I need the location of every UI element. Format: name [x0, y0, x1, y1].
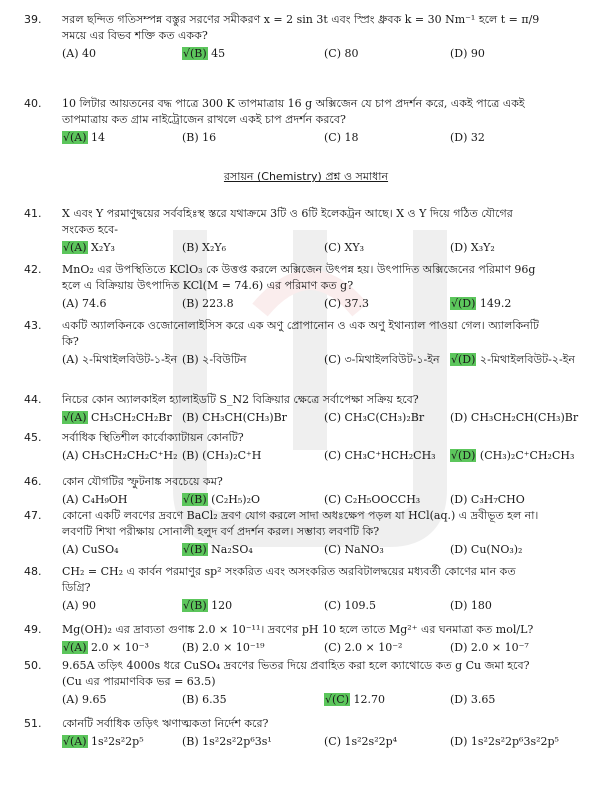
- answer-option[interactable]: [324, 542, 384, 558]
- answer-option[interactable]: [62, 46, 96, 62]
- question-number: 51.: [24, 717, 42, 730]
- option-text: 1s²2s²2p⁵: [87, 735, 144, 748]
- correct-answer-marker: √(D): [451, 449, 476, 462]
- section-heading: [0, 168, 612, 187]
- option-label: (C): [324, 411, 341, 424]
- answer-options: [62, 492, 590, 508]
- option-label: (C): [324, 449, 341, 462]
- question-item: [24, 392, 590, 426]
- question-number: 39.: [24, 13, 42, 26]
- answer-options: [62, 240, 590, 256]
- answer-option[interactable]: [182, 130, 216, 146]
- option-text: CH₃CH₂CH₂C⁺H₂: [78, 449, 178, 462]
- answer-option[interactable]: [324, 640, 402, 656]
- answer-option[interactable]: [62, 240, 115, 256]
- option-label: (A): [62, 297, 79, 310]
- answer-option[interactable]: [182, 296, 234, 312]
- question-stem-line: একটি অ্যালকিনকে ওজোনোলাইসিস করে এক অণু প্রোপানোন ও এক অণু ইথান্যাল পাওয়া গেল। অ্যালকিনটি: [62, 319, 539, 332]
- question-stem-line: সর্বাধিক স্থিতিশীল কার্বোক্যাটায়ন কোনটি?: [62, 431, 244, 444]
- question-number: 42.: [24, 263, 42, 276]
- question-stem: [62, 206, 590, 238]
- answer-option[interactable]: [182, 692, 227, 708]
- question-stem-line: সরল ছন্দিত গতিসম্পন্ন বস্তুর সরণের সমীকরণ x = 2 sin 3t এবং স্প্রিং ধ্রুবক k = 30 Nm⁻¹ হলে t = π/9: [62, 13, 540, 26]
- answer-option[interactable]: [62, 448, 178, 464]
- option-text: 2.0 × 10⁻¹⁹: [198, 641, 265, 654]
- option-text: 2.0 × 10⁻²: [341, 641, 403, 654]
- option-label: (C): [324, 297, 341, 310]
- option-text: X₂Y₃: [87, 241, 115, 254]
- option-text: 37.3: [341, 297, 369, 310]
- option-text: 3.65: [467, 693, 496, 706]
- option-text: 40: [78, 47, 97, 60]
- option-label: (A): [62, 693, 79, 706]
- answer-options: [62, 410, 590, 426]
- answer-option[interactable]: [450, 410, 578, 426]
- answer-option[interactable]: [324, 410, 424, 426]
- answer-option[interactable]: [324, 734, 397, 750]
- question-stem: [62, 430, 590, 446]
- answer-option[interactable]: [62, 296, 107, 312]
- question-stem-line: ডিগ্রি?: [62, 581, 91, 594]
- answer-option[interactable]: [324, 130, 359, 146]
- question-item: [24, 318, 590, 368]
- option-text: 1s²2s²2p⁴: [341, 735, 398, 748]
- correct-answer-marker: √(D): [451, 297, 476, 310]
- option-text: CH₃CH₂CH(CH₃)Br: [467, 411, 579, 424]
- answer-options: [62, 352, 590, 368]
- option-label: (C): [324, 599, 341, 612]
- option-label: (D): [450, 47, 468, 60]
- question-item: [24, 474, 590, 508]
- answer-options: [62, 448, 590, 464]
- option-text: 2.0 × 10⁻⁷: [467, 641, 529, 654]
- answer-option[interactable]: [450, 448, 574, 464]
- option-label: (B): [182, 411, 199, 424]
- option-label: (C): [324, 493, 341, 506]
- answer-option[interactable]: [450, 492, 525, 508]
- option-label: (A): [62, 599, 79, 612]
- option-text: CH₃C⁺HCH₂CH₃: [341, 449, 436, 462]
- question-stem: [62, 262, 590, 294]
- option-text: 74.6: [78, 297, 107, 310]
- question-item: [24, 564, 590, 614]
- question-number: 41.: [24, 207, 42, 220]
- answer-option[interactable]: [62, 598, 96, 614]
- option-text: (CH₃)₂C⁺H: [198, 449, 262, 462]
- answer-options: [62, 542, 590, 558]
- question-number: 48.: [24, 565, 42, 578]
- option-text: 109.5: [341, 599, 376, 612]
- answer-options: [62, 130, 590, 146]
- option-label: (D): [450, 735, 468, 748]
- question-item: [24, 658, 590, 708]
- option-text: X₂Y₆: [198, 241, 227, 254]
- option-text: 45: [207, 47, 226, 60]
- option-label: (D): [450, 599, 468, 612]
- question-stem: [62, 318, 590, 350]
- answer-option[interactable]: [324, 448, 436, 464]
- answer-option[interactable]: [324, 492, 420, 508]
- option-text: 1s²2s²2p⁶3s¹: [198, 735, 272, 748]
- answer-option[interactable]: [62, 352, 177, 368]
- question-stem: [62, 658, 590, 690]
- answer-option[interactable]: [324, 598, 376, 614]
- answer-options: [62, 46, 590, 62]
- correct-answer-marker: √(A): [63, 411, 87, 424]
- answer-option[interactable]: [62, 640, 149, 656]
- question-stem-line: Mg(OH)₂ এর দ্রাব্যতা গুণাঙ্ক 2.0 × 10⁻¹¹। দ্রবণের pH 10 হলে তাতে Mg²⁺ এর ঘনমাত্রা কত mol/L?: [62, 623, 534, 636]
- answer-option[interactable]: [182, 448, 261, 464]
- answer-option[interactable]: [450, 46, 485, 62]
- option-label: (B): [182, 449, 199, 462]
- section-title: রসায়ন (Chemistry) প্রশ্ন ও সমাধান: [223, 170, 389, 183]
- option-text: Na₂SO₄: [207, 543, 253, 556]
- option-text: 1s²2s²2p⁶3s²2p⁵: [467, 735, 559, 748]
- correct-answer-marker: √(C): [325, 693, 350, 706]
- answer-option[interactable]: [324, 46, 359, 62]
- question-stem: [62, 474, 590, 490]
- option-text: CH₃CH₂CH₂Br: [87, 411, 172, 424]
- option-label: (D): [450, 131, 468, 144]
- option-text: XY₃: [341, 241, 364, 254]
- correct-answer-marker: √(B): [183, 493, 207, 506]
- answer-option[interactable]: [182, 640, 265, 656]
- option-text: C₃H₇CHO: [467, 493, 525, 506]
- question-number: 44.: [24, 393, 42, 406]
- option-text: CuSO₄: [78, 543, 119, 556]
- question-stem: [62, 12, 590, 44]
- question-item: [24, 12, 590, 62]
- question-number: 49.: [24, 623, 42, 636]
- option-label: (A): [62, 543, 79, 556]
- answer-option[interactable]: [450, 734, 559, 750]
- option-label: (C): [324, 47, 341, 60]
- question-stem-line: কোন যৌগটির স্ফুটনাঙ্ক সবচেয়ে কম?: [62, 475, 223, 488]
- question-number: 40.: [24, 97, 42, 110]
- option-text: 12.70: [350, 693, 386, 706]
- correct-answer-marker: √(B): [183, 543, 207, 556]
- option-label: (C): [324, 641, 341, 654]
- answer-option[interactable]: [62, 692, 107, 708]
- answer-option[interactable]: [450, 130, 485, 146]
- answer-option[interactable]: [62, 130, 105, 146]
- option-text: 18: [341, 131, 359, 144]
- question-stem: [62, 622, 590, 638]
- answer-option[interactable]: [182, 542, 253, 558]
- correct-answer-marker: √(A): [63, 641, 87, 654]
- answer-option[interactable]: [324, 352, 440, 368]
- option-text: 180: [467, 599, 492, 612]
- option-label: (D): [450, 543, 468, 556]
- option-label: (B): [182, 297, 199, 310]
- answer-option[interactable]: [450, 296, 511, 312]
- answer-option[interactable]: [450, 240, 495, 256]
- option-text: 16: [198, 131, 217, 144]
- question-stem: [62, 508, 590, 540]
- option-label: (C): [324, 241, 341, 254]
- question-stem-line: কি?: [62, 335, 79, 348]
- option-label: (B): [182, 693, 199, 706]
- question-stem-line: সংকেত হবে-: [62, 223, 118, 236]
- option-text: (CH₃)₂C⁺CH₂CH₃: [476, 449, 575, 462]
- answer-option[interactable]: [62, 542, 119, 558]
- answer-option[interactable]: [324, 692, 385, 708]
- option-text: 90: [78, 599, 97, 612]
- option-text: NaNO₃: [341, 543, 384, 556]
- option-label: (A): [62, 353, 79, 366]
- option-label: (A): [62, 493, 79, 506]
- option-text: Cu(NO₃)₂: [467, 543, 523, 556]
- question-stem: [62, 564, 590, 596]
- option-text: 80: [341, 47, 359, 60]
- option-label: (A): [62, 47, 79, 60]
- option-text: CH₃CH(CH₃)Br: [198, 411, 287, 424]
- option-label: (B): [182, 241, 199, 254]
- option-text: C₄H₉OH: [78, 493, 128, 506]
- option-text: 9.65: [78, 693, 107, 706]
- option-text: C₂H₅OOCCH₃: [341, 493, 421, 506]
- option-label: (C): [324, 353, 341, 366]
- question-item: [24, 262, 590, 312]
- question-number: 50.: [24, 659, 42, 672]
- question-stem-line: X এবং Y পরমাণুদ্বয়ের সর্ববহিঃস্থ স্তরে যথাক্রমে 3টি ও 6টি ইলেকট্রন আছে। X ও Y দিয়ে গঠিত যৌগের: [62, 207, 513, 220]
- option-label: (D): [450, 493, 468, 506]
- answer-options: [62, 692, 590, 708]
- option-label: (B): [182, 131, 199, 144]
- question-stem-line: 10 লিটার আয়তনের বদ্ধ পাত্রে 300 K তাপমাত্রায় 16 g অক্সিজেন যে চাপ প্রদর্শন করে, একই পাত্রে একই: [62, 97, 525, 110]
- question-stem: [62, 96, 590, 128]
- answer-option[interactable]: [62, 410, 172, 426]
- correct-answer-marker: √(A): [63, 241, 87, 254]
- answer-option[interactable]: [62, 734, 144, 750]
- question-stem-line: MnO₂ এর উপস্থিতিতে KClO₃ কে উত্তপ্ত করলে অক্সিজেন উৎপন্ন হয়। উৎপাদিত অক্সিজেনের পরিমাণ 96g: [62, 263, 536, 276]
- option-text: ২-মিথাইলবিউট-২-ইন: [476, 353, 575, 366]
- question-stem-line: CH₂ = CH₂ এ কার্বন পরমাণুর sp² সংকরিত এবং অসংকরিত অরবিটালদ্বয়ের মধ্যবর্তী কোণের মান কত: [62, 565, 516, 578]
- option-text: X₃Y₂: [467, 241, 495, 254]
- answer-option[interactable]: [182, 240, 226, 256]
- question-item: [24, 430, 590, 464]
- answer-option[interactable]: [450, 542, 522, 558]
- option-label: (C): [324, 735, 341, 748]
- option-text: 2.0 × 10⁻³: [87, 641, 149, 654]
- question-number: 45.: [24, 431, 42, 444]
- question-item: [24, 96, 590, 146]
- question-stem: [62, 716, 590, 732]
- option-text: 32: [467, 131, 485, 144]
- answer-option[interactable]: [182, 352, 247, 368]
- question-stem-line: তাপমাত্রায় কত গ্রাম নাইট্রোজেন রাখলে একই চাপ প্রদর্শন করবে?: [62, 113, 346, 126]
- option-text: 6.35: [198, 693, 227, 706]
- answer-option[interactable]: [182, 410, 287, 426]
- option-label: (B): [182, 353, 199, 366]
- question-stem: [62, 392, 590, 408]
- option-text: ২-বিউটিন: [198, 353, 247, 366]
- option-text: CH₃C(CH₃)₂Br: [341, 411, 425, 424]
- question-stem-line: সময়ে এর বিভব শক্তি কত একক?: [62, 29, 208, 42]
- option-label: (B): [182, 735, 199, 748]
- answer-options: [62, 296, 590, 312]
- answer-options: [62, 640, 590, 656]
- question-stem-line: কোনো একটি লবণের দ্রবণে BaCl₂ দ্রবণ যোগ করলে সাদা অধঃক্ষেপ পড়ল যা HCl(aq.) এ দ্রবীভূত হল না।: [62, 509, 539, 522]
- option-text: (C₂H₅)₂O: [207, 493, 261, 506]
- question-number: 47.: [24, 509, 42, 522]
- option-text: 149.2: [476, 297, 512, 310]
- answer-option[interactable]: [450, 598, 492, 614]
- question-stem-line: নিচের কোন অ্যালকাইল হ্যালাইডটি S_N2 বিক্রিয়ার ক্ষেত্রে সর্বাপেক্ষা সক্রিয় হবে?: [62, 393, 419, 406]
- answer-options: [62, 598, 590, 614]
- correct-answer-marker: √(B): [183, 599, 207, 612]
- question-item: [24, 716, 590, 750]
- question-stem-line: (Cu এর পারমাণবিক ভর = 63.5): [62, 675, 216, 688]
- question-item: [24, 622, 590, 656]
- correct-answer-marker: √(A): [63, 735, 87, 748]
- option-label: (A): [62, 449, 79, 462]
- answer-option[interactable]: [450, 352, 575, 368]
- correct-answer-marker: √(A): [63, 131, 87, 144]
- option-label: (D): [450, 693, 468, 706]
- question-number: 46.: [24, 475, 42, 488]
- option-text: 90: [467, 47, 485, 60]
- option-text: ৩-মিথাইলবিউট-১-ইন: [341, 353, 440, 366]
- option-label: (C): [324, 543, 341, 556]
- answer-option[interactable]: [182, 734, 272, 750]
- question-item: [24, 206, 590, 256]
- option-label: (D): [450, 241, 468, 254]
- option-text: ২-মিথাইলবিউট-১-ইন: [78, 353, 178, 366]
- question-item: [24, 508, 590, 558]
- answer-options: [62, 734, 590, 750]
- answer-option[interactable]: [324, 240, 364, 256]
- correct-answer-marker: √(B): [183, 47, 207, 60]
- question-number: 43.: [24, 319, 42, 332]
- answer-option[interactable]: [450, 692, 495, 708]
- option-text: 14: [87, 131, 106, 144]
- option-label: (D): [450, 641, 468, 654]
- answer-option[interactable]: [182, 598, 232, 614]
- option-label: (D): [450, 411, 468, 424]
- question-stem-line: কোনটি সর্বাধিক তড়িৎ ঋণাত্মকতা নির্দেশ করে?: [62, 717, 269, 730]
- question-stem-line: 9.65A তড়িৎ 4000s ধরে CuSO₄ দ্রবণের ভিতর দিয়ে প্রবাহিত করা হলে ক্যাথোডে কত g Cu জমা হবে?: [62, 659, 530, 672]
- answer-option[interactable]: [324, 296, 369, 312]
- correct-answer-marker: √(D): [451, 353, 476, 366]
- answer-option[interactable]: [450, 640, 529, 656]
- answer-option[interactable]: [62, 492, 127, 508]
- answer-option[interactable]: [182, 492, 260, 508]
- answer-option[interactable]: [182, 46, 225, 62]
- option-label: (B): [182, 641, 199, 654]
- option-text: 120: [207, 599, 233, 612]
- question-stem-line: হলে এ বিক্রিয়ায় উৎপাদিত KCl(M = 74.6) এর পরিমাণ কত g?: [62, 279, 354, 292]
- option-label: (C): [324, 131, 341, 144]
- option-text: 223.8: [198, 297, 234, 310]
- question-stem-line: লবণটি শিখা পরীক্ষায় সোনালী হলুদ বর্ণ প্রদর্শন করল। সম্ভাব্য লবণটি কি?: [62, 525, 380, 538]
